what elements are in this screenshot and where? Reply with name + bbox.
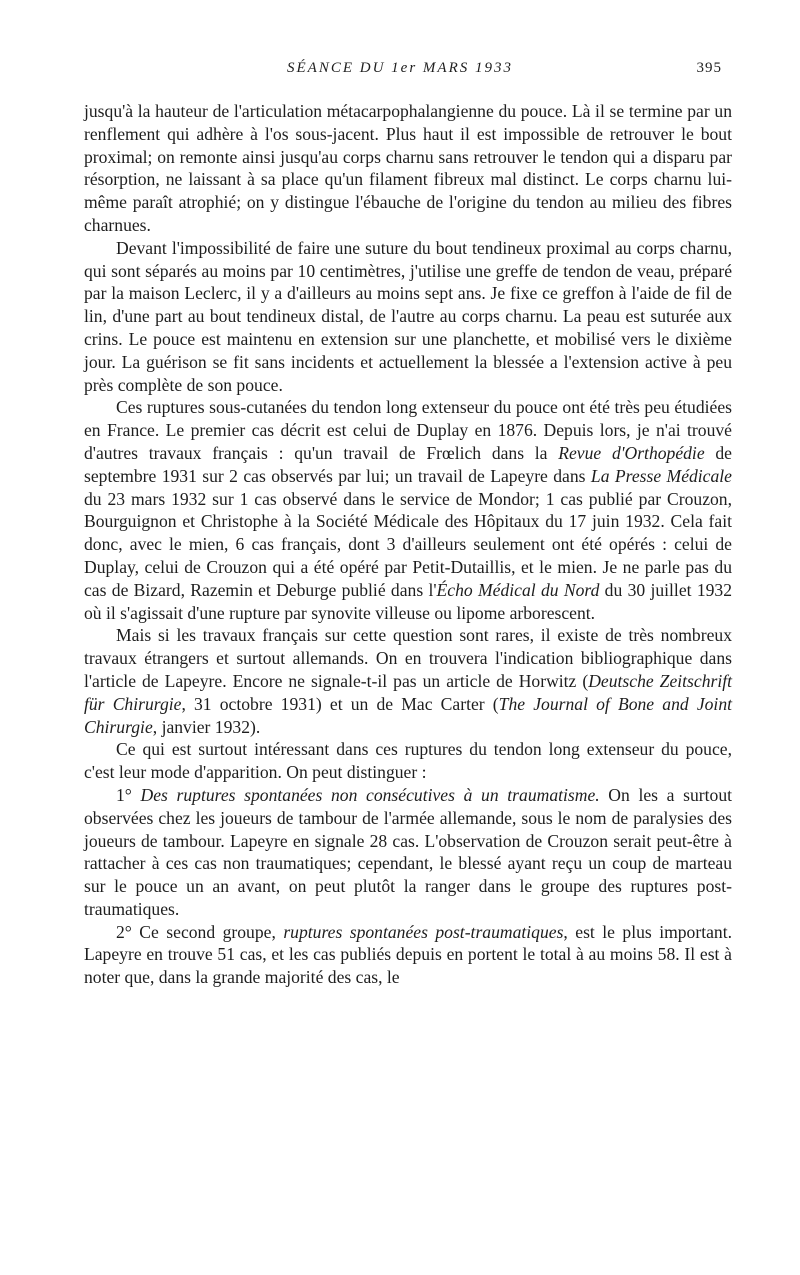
paragraph: Devant l'impossibilité de faire une suture du bout tendineux proximal au corps charnu, qui sont séparés au moins par 10 centimètres, j'utilise une greffe de tendon de veau, préparé par la maison Leclerc, il y a d'ailleurs au moins sept ans. Je fixe ce greffon à l'aide de fil de lin, d'une part au bout tendineux distal, de l'autre au corps charnu. La peau est suturée aux crins. Le pouce est maintenu en extension sur une planchette, et mobilisé vers le dixième jour. La guérison se fit sans incidents et actuellement la blessée a l'extension active à peu près complète de son pouce. bbox=[84, 237, 732, 395]
journal-title: Écho Médical du Nord bbox=[436, 579, 600, 600]
text-run: du 23 mars 1932 sur 1 cas observé dans le service de Mondor; 1 cas publié par Crouzon, Bourguignon et Christophe à la Société Médicale des Hôpitaux du 17 juin 1932. Cela fait donc, avec le mien, 6 cas français, dont 3 d'ailleurs seulement ont été opérés : celui de Duplay, celui de Crouzon qui a été opéré par Petit-Dutaillis, et le mien. Je ne parle pas du cas de Bizard, Razemin et Deburge publié dans l' bbox=[84, 488, 732, 600]
text-run: Mais si les travaux français sur cette question sont rares, il existe de très nombreux travaux étrangers et surtout allemands. On en trouvera l'indication bibliographique dans l'article de Lapeyre. Encore ne signale-t-il pas un article de Horwitz ( bbox=[84, 625, 732, 691]
text-run: , 31 octobre 1931) et un de Mac Carter ( bbox=[181, 693, 499, 714]
list-number: 2° bbox=[116, 921, 140, 942]
text-run: , est le plus important. Lapeyre en trouve 51 cas, et les cas publiés depuis en portent le total à au moins 58. Il est à noter que, dans la grande majorité des cas, le bbox=[84, 921, 732, 988]
text-run: Ces ruptures sous-cutanées du tendon long extenseur du pouce ont été très peu étudiées en France. Le premier cas décrit est celui de Duplay en 1876. Depuis lors, je n'ai trouvé d'autres travaux français : qu'un travail de Frœlich dans la bbox=[84, 397, 732, 463]
list-number: 1° bbox=[116, 784, 141, 805]
paragraph: Ce qui est surtout intéressant dans ces ruptures du tendon long extenseur du pouce, c'est leur mode d'apparition. On peut distinguer : bbox=[84, 739, 732, 783]
paragraph bbox=[84, 784, 732, 921]
running-title: SÉANCE DU 1er MARS 1933 bbox=[287, 60, 513, 76]
text-run: On les a surtout observées chez les joueurs de tambour de l'armée allemande, sous le nom de paralysies des joueurs de tambour. Lapeyre en signale 28 cas. L'observation de Crouzon serait peut-être à rattacher à ces cas non traumatiques; cependant, le blessé ayant reçu un coup de marteau sur le pouce un an avant, on peut plutôt la ranger dans le groupe des ruptures post-traumatiques. bbox=[84, 784, 732, 919]
journal-title: Revue d'Orthopédie bbox=[558, 442, 705, 463]
journal-title: The Journal of Bone and Joint Chirurgie bbox=[84, 693, 732, 737]
text-run: de septembre 1931 sur 2 cas observés par lui; un travail de Lapeyre dans bbox=[84, 442, 732, 486]
text-run: Ce second groupe, bbox=[139, 921, 284, 942]
paragraph bbox=[84, 921, 732, 989]
text-run: , janvier 1932). bbox=[152, 716, 261, 737]
journal-title: La Presse Médicale bbox=[590, 465, 732, 486]
journal-title: Deutsche Zeitschrift für Chirurgie bbox=[84, 670, 732, 714]
section-heading: Des ruptures spontanées non consécutives à un traumatisme. bbox=[140, 784, 600, 805]
running-header bbox=[84, 60, 722, 84]
paragraph bbox=[84, 624, 732, 738]
paragraph: jusqu'à la hauteur de l'articulation métacarpophalangienne du pouce. Là il se termine par un renflement qui adhère à l'os sous-jacent. Plus haut il est impossible de retrouver le bout proximal; on remonte ainsi jusqu'au corps charnu sans retrouver le tendon qui a disparu par résorption, ne laissant à sa place qu'un filament fibreux mal distinct. Le corps charnu lui-même paraît atrophié; on y distingue l'ébauche de l'origine du tendon au milieu des fibres charnues. bbox=[84, 101, 732, 235]
body-text bbox=[84, 100, 732, 989]
text-run: du 30 juillet 1932 où il s'agissait d'une rupture par synovite villeuse ou lipome arborescent. bbox=[84, 579, 733, 623]
paragraph bbox=[84, 396, 732, 624]
section-heading: ruptures spontanées post-traumatiques bbox=[283, 921, 564, 942]
page-number: 395 bbox=[696, 60, 722, 76]
